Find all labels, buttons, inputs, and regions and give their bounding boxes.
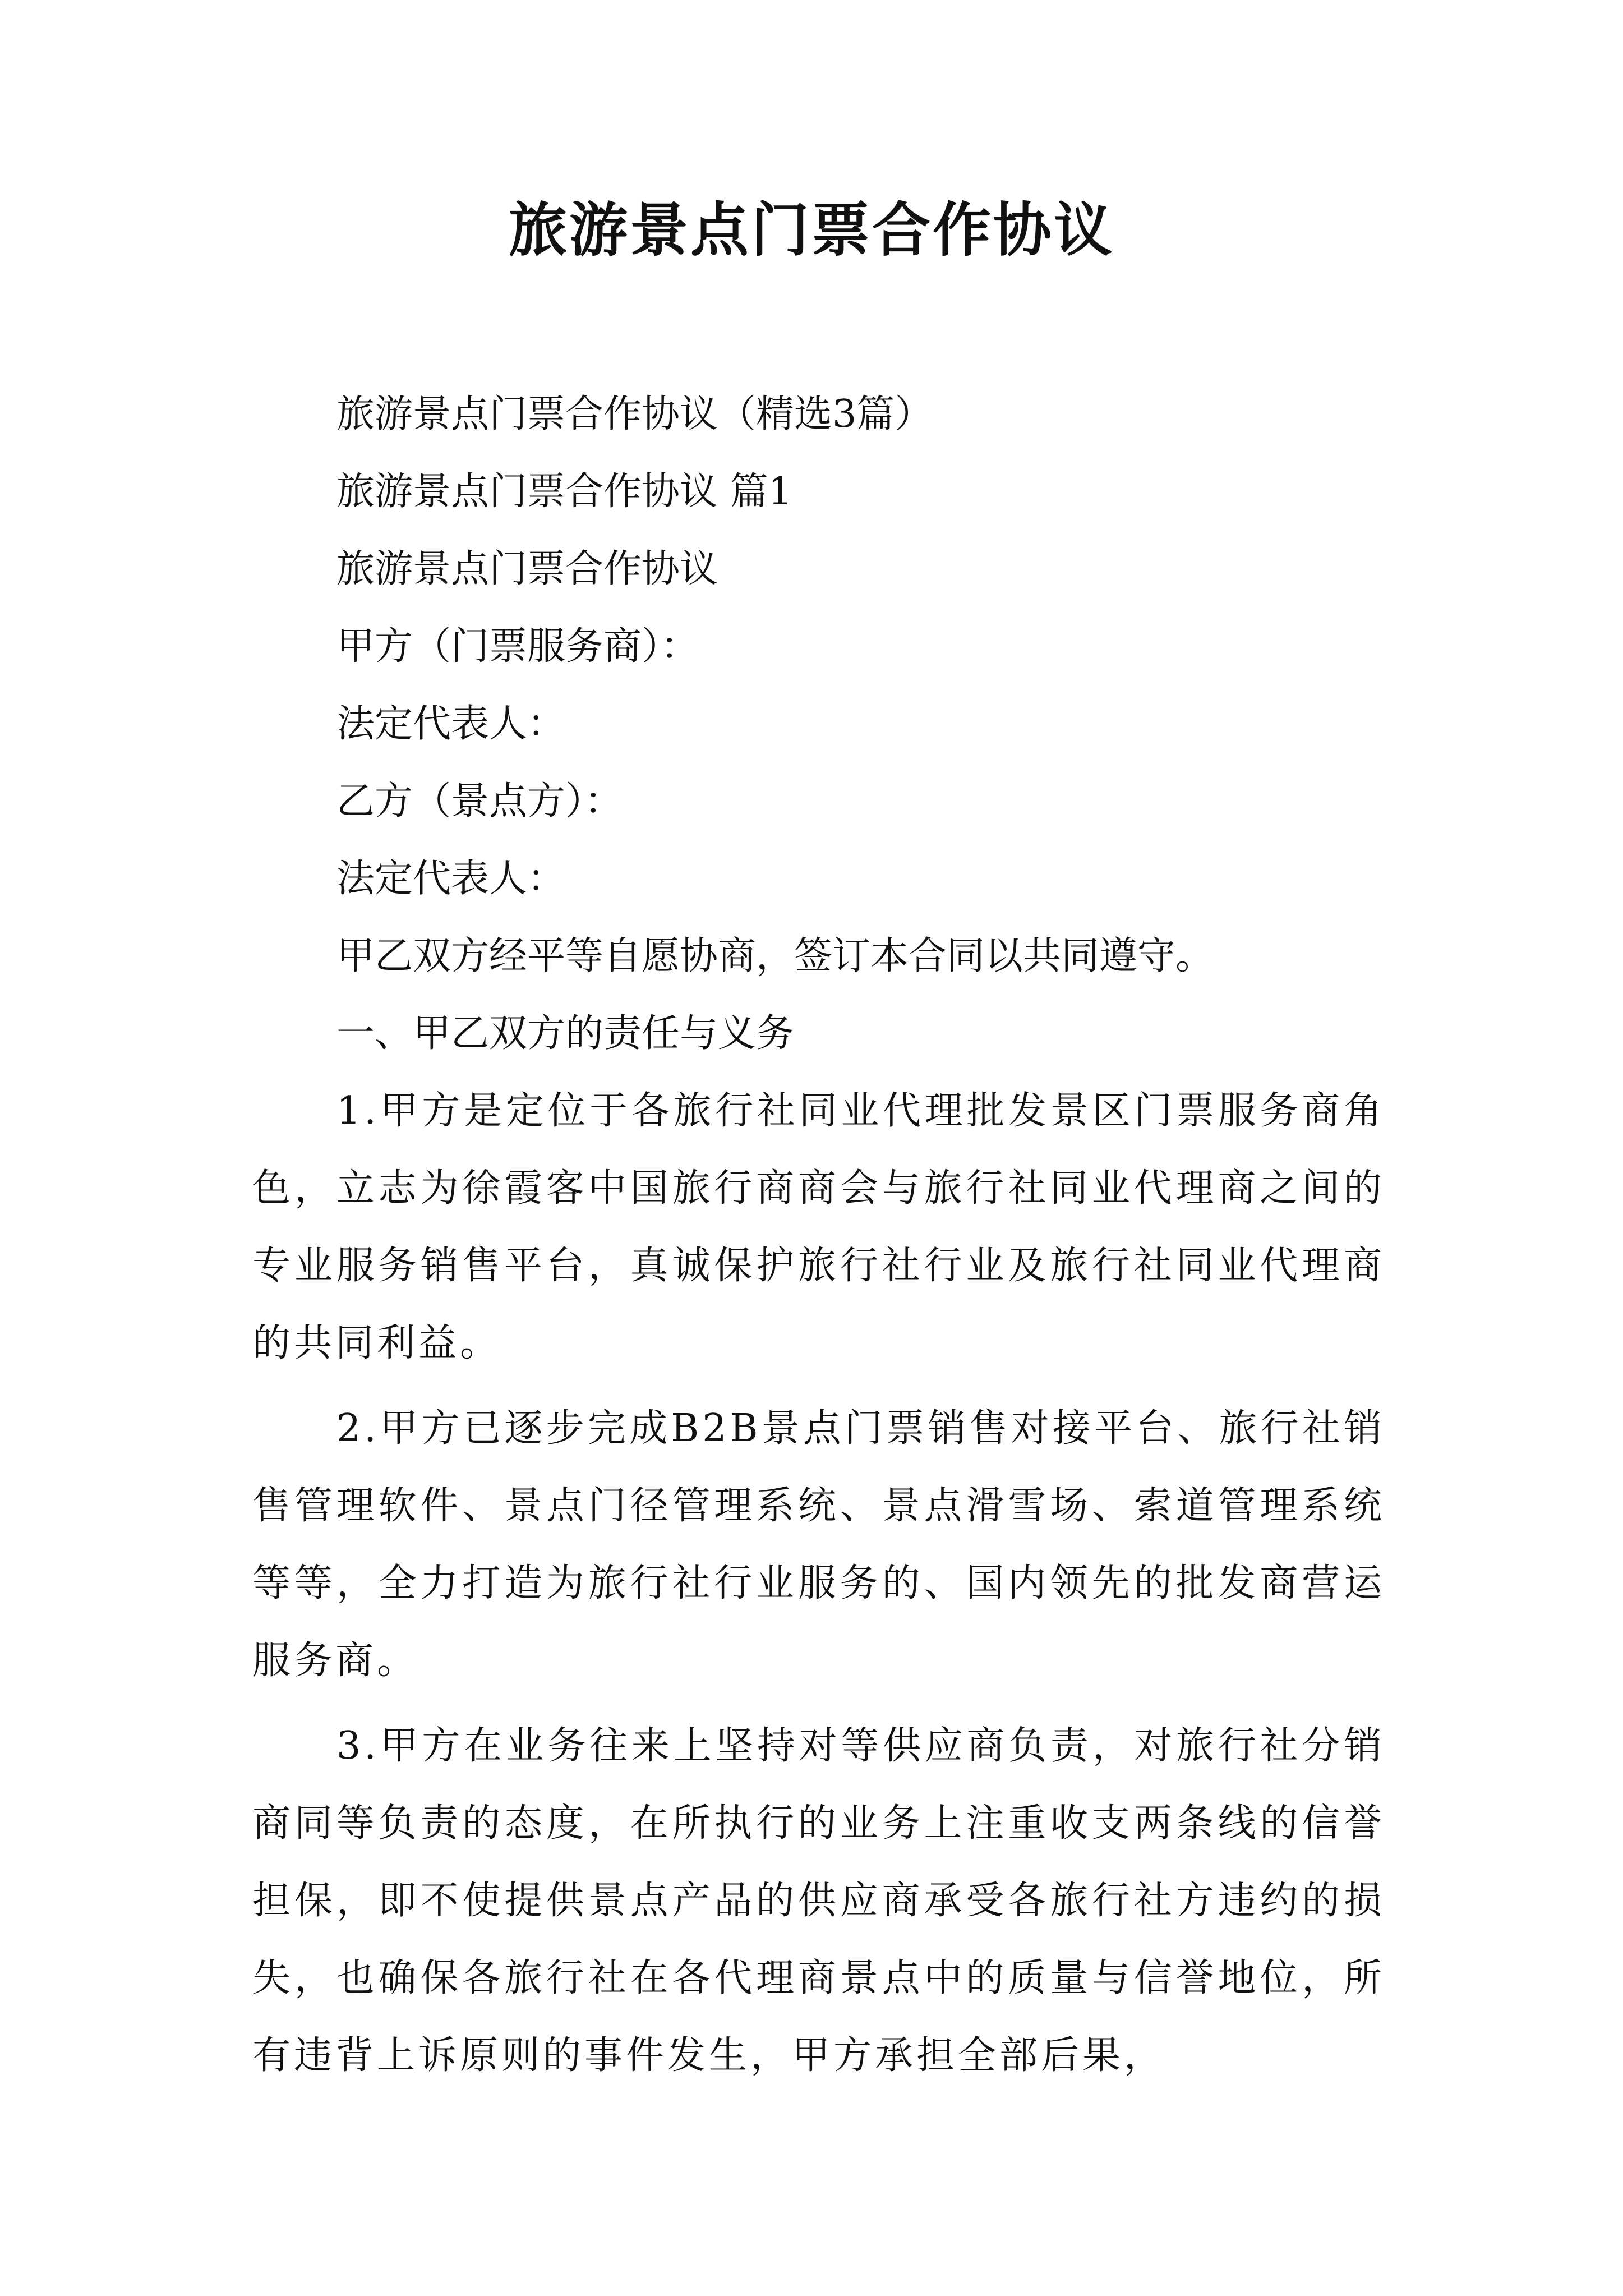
preamble-line: 甲乙双方经平等自愿协商，签订本合同以共同遵守。	[336, 934, 1214, 978]
subtitle-line: 旅游景点门票合作协议（精选3篇）	[336, 392, 933, 436]
party-a-label: 甲方（门票服务商）：	[336, 624, 699, 669]
document-body	[252, 376, 1385, 2095]
clause-paragraph-3: 3.甲方在业务往来上坚持对等供应商负责，对旅行社分销商同等负责的态度，在所执行的业务上注重收支两条线的信誉担保，即不使提供景点产品的供应商承受各旅行社方违约的损失，也确保各旅行社在各代理商景点中的质量与信誉地位，所有违背上诉原则的事件发生，甲方承担全部后果，	[252, 1724, 1385, 2078]
section-heading: 旅游景点门票合作协议 篇1	[336, 470, 792, 514]
document-title: 旅游景点门票合作协议	[508, 195, 1114, 264]
party-b-label: 乙方（景点方）：	[336, 779, 623, 823]
agreement-heading: 旅游景点门票合作协议	[336, 547, 718, 591]
party-a-representative-label: 法定代表人：	[336, 702, 566, 746]
clause-heading: 一、甲乙双方的责任与义务	[336, 1011, 795, 1056]
party-b-representative-label: 法定代表人：	[336, 857, 566, 901]
clause-paragraph-1: 1.甲方是定位于各旅行社同业代理批发景区门票服务商角色，立志为徐霞客中国旅行商商会与旅行社同业代理商之间的专业服务销售平台，真诚保护旅行社行业及旅行社同业代理商的共同利益。	[252, 1089, 1385, 1365]
clause-paragraph-2: 2.甲方已逐步完成B2B景点门票销售对接平台、旅行社销售管理软件、景点门径管理系统、景点滑雪场、索道管理系统等等，全力打造为旅行社行业服务的、国内领先的批发商营运服务商。	[252, 1406, 1385, 1683]
